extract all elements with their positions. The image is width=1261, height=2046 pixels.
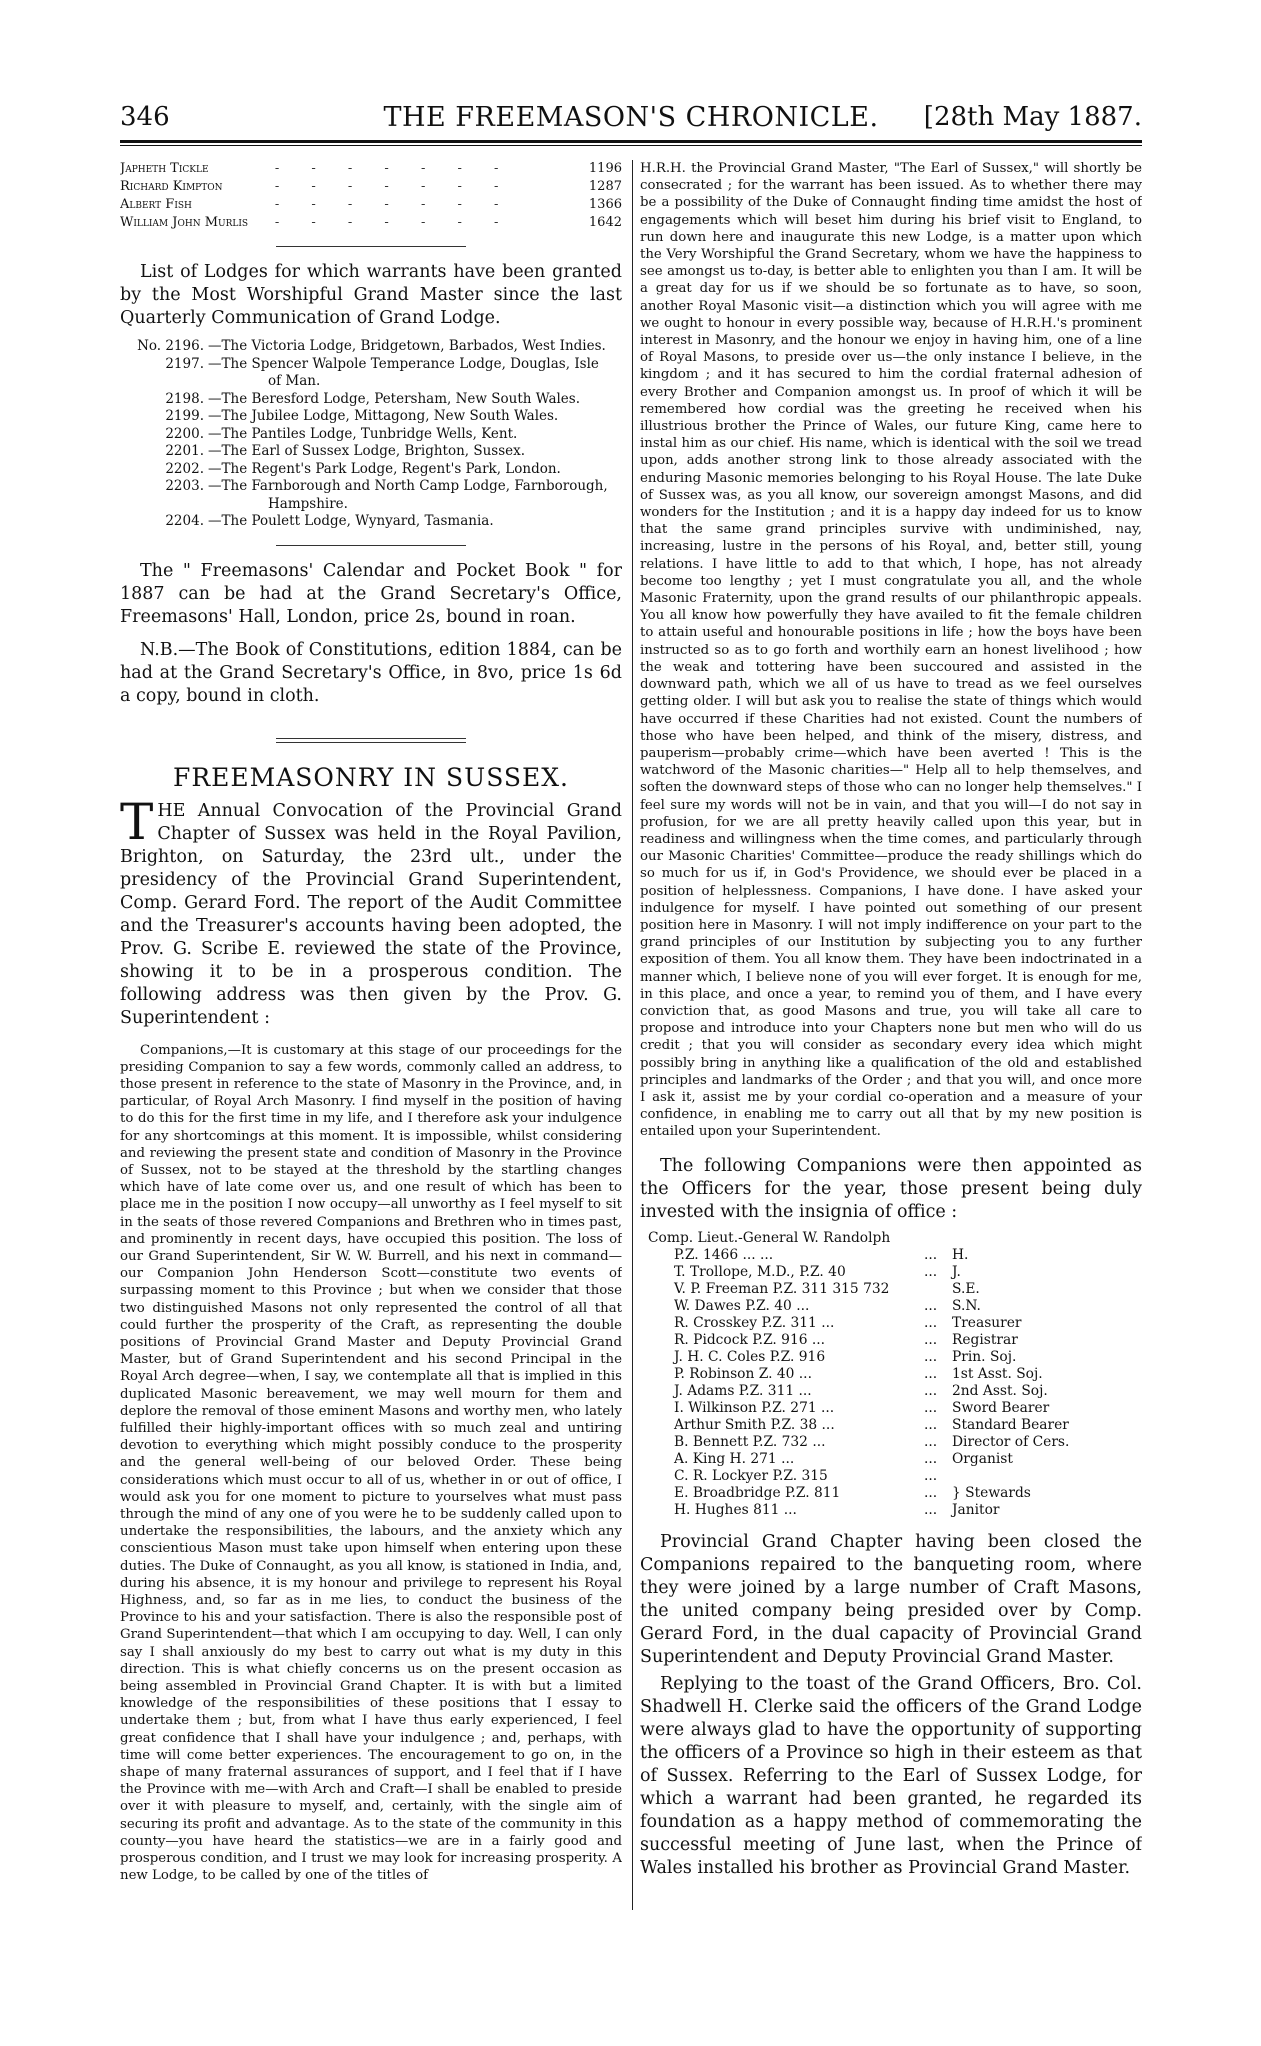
left-column bbox=[120, 160, 622, 1912]
lodge-text bbox=[208, 391, 622, 409]
header-rule bbox=[120, 140, 1142, 143]
officer-name: J. Adams P.Z. 311 ... bbox=[674, 1382, 812, 1399]
issue-date: [28th May 1887. bbox=[923, 102, 1142, 132]
officer-office: Sword Bearer bbox=[952, 1399, 1050, 1416]
officer-name: V. P. Freeman P.Z. 311 315 732 bbox=[674, 1280, 890, 1297]
reply-paragraph: Replying to the toast of the Grand Officers, Bro. Col. Shadwell H. Clerke said the officers of the Grand Lodge were always glad to have the opportunity of supporting the officers of a Province so high in their esteem as that of Sussex. Referring to the Earl of Sussex Lodge, for which a warrant had been granted, he regarded its foundation as a happy method of commemorating the successful meeting of June last, when the Prince of Wales installed his brother as Provincial Grand Master. bbox=[640, 1673, 1142, 1878]
article-intro bbox=[120, 792, 622, 1030]
article-title: FREEMASONRY IN SUSSEX. bbox=[172, 762, 570, 792]
officer-office: Registrar bbox=[952, 1331, 1018, 1348]
list-item bbox=[640, 1247, 1142, 1264]
lodge-item bbox=[120, 478, 622, 513]
leader-dots: ... bbox=[924, 1382, 938, 1399]
list-item bbox=[640, 1332, 1142, 1349]
lodge-name: —The Regent's Park Lodge, Regent's Park, London. bbox=[208, 460, 561, 477]
section-double-rule bbox=[276, 738, 466, 743]
officer-name: E. Broadbridge P.Z. 811 bbox=[674, 1484, 841, 1501]
lodge-item bbox=[120, 443, 622, 461]
lodge-no: 2203. bbox=[165, 478, 204, 494]
lodge-no: 2202. bbox=[165, 460, 204, 477]
leader-dots: ... bbox=[924, 1433, 938, 1450]
lodge-name: —The Beresford Lodge, Petersham, New South Wales. bbox=[208, 390, 581, 407]
lodge-number: 1366 bbox=[588, 197, 622, 212]
lodge-name: —The Victoria Lodge, Bridgetown, Barbados, West Indies. bbox=[208, 338, 606, 354]
lodge-no: 2199. bbox=[165, 408, 204, 424]
officer-office bbox=[952, 1468, 1142, 1485]
lodge-text bbox=[208, 356, 622, 391]
lodge-name-cont: of Man. bbox=[268, 373, 321, 389]
brother-name: Richard Kimpton bbox=[120, 179, 223, 194]
lodge-item bbox=[120, 461, 622, 479]
lodge-item bbox=[120, 408, 622, 426]
list-item bbox=[120, 196, 622, 214]
lodge-number: 1287 bbox=[588, 179, 622, 194]
lodge-item bbox=[120, 391, 622, 409]
lodge-text bbox=[208, 478, 622, 513]
lodge-text bbox=[208, 461, 622, 479]
leader-dots: - - - - - - - bbox=[274, 215, 513, 230]
leader-dots: ... bbox=[924, 1263, 938, 1280]
lodge-no: 2204. bbox=[165, 513, 204, 529]
brother-name: William John Murlis bbox=[120, 215, 249, 230]
officer-office: Director of Cers. bbox=[952, 1433, 1070, 1450]
officer-name: B. Bennett P.Z. 732 ... bbox=[674, 1433, 826, 1450]
list-item bbox=[120, 178, 622, 196]
list-item bbox=[120, 160, 622, 178]
lodge-no: 2197. bbox=[165, 355, 204, 372]
brother-name: Japheth Tickle bbox=[120, 161, 209, 176]
officer-name: J. H. C. Coles P.Z. 916 bbox=[674, 1348, 826, 1365]
officer-office: Standard Bearer bbox=[952, 1416, 1069, 1433]
officer-office: 2nd Asst. Soj. bbox=[952, 1382, 1048, 1399]
lodge-text bbox=[208, 513, 622, 531]
list-item bbox=[640, 1485, 1142, 1502]
officer-name: Comp. Lieut.-General W. Randolph bbox=[648, 1229, 891, 1246]
officer-name: A. King H. 271 ... bbox=[674, 1450, 795, 1467]
lodge-no: No. 2196. bbox=[137, 338, 204, 354]
calendar-notice: The " Freemasons' Calendar and Pocket Book " for 1887 can be had at the Grand Secretary's Office, Freemasons' Hall, London, price 2s, bound in roan. bbox=[120, 560, 622, 627]
officer-name: C. R. Lockyer P.Z. 315 bbox=[674, 1467, 828, 1484]
list-item bbox=[640, 1315, 1142, 1332]
leader-dots: ... bbox=[924, 1416, 938, 1433]
officer-name: H. Hughes 811 ... bbox=[674, 1501, 797, 1518]
leader-dots: ... bbox=[924, 1348, 938, 1365]
list-item bbox=[640, 1400, 1142, 1417]
lodge-no: 2201. bbox=[165, 443, 204, 459]
address-text-left: Companions,—It is customary at this stage of our proceedings for the presiding Companion to say a few words, commonly called an address, to those present in reference to the state of Masonry in the Province, and, in particular, of Royal Arch Masonry. I find myself in the position of having to do this for the first time in my life, and I therefore ask your indulgence for any shortcomings at this moment. It is impossible, whilst considering and reviewing the present state and condition of Masonry in the Province of Sussex, not to be stayed at the threshold by the startling changes which have of late come over us, and one result of which has been to place me in the position I now occupy—all unworthy as I feel myself to sit in the seats of those revered Companions and Brethren who in times past, and prominently in recent days, have occupied this position. The loss of our Grand Superintendent, Sir W. W. Burrell, and his next in command—our Companion John Henderson Scott—constitute two events of surpassing moment to this Province ; but when we consider that those two distinguished Masons not only represented the control of all that could further the prosperity of the Craft, as representing the double positions of Provincial Grand Master and Deputy Provincial Grand Master, but of Grand Superintendent and his second Principal in the Royal Arch degree—when, I say, we contemplate all that is implied in this duplicated Masonic bereavement, we may well mourn for them and deplore the removal of those eminent Masons and worthy men, who lately fulfilled their highly-important offices with so much zeal and untiring devotion to everything which might possibly conduce to the prosperity and the general well-being of our beloved Order. These being considerations which must occur to all of us, whether in or out of office, I would ask you for one moment to picture to yourselves what must pass through the mind of any one of you were he to be suddenly called upon to undertake the responsibilities, the labours, and the anxiety which any conscientious Mason must take upon himself when entering upon these duties. The Duke of Connaught, as you all know, is stationed in India, and, during his absence, it is my honour and privilege to represent his Royal Highness, and, so far as in me lies, to conduct the business of the Province to his and your satisfaction. There is also the responsible post of Grand Superintendent—that which I am occupying to day. Well, I can only say I shall anxiously do my best to carry out what is my duty in this direction. This is what chiefly concerns us on the present occasion as being assembled in Provincial Grand Chapter. It is with but a limited knowledge of the responsibilities of these positions that I essay to undertake them ; but, from what I have thus early experienced, I feel great confidence that I shall have your indulgence ; and, perhaps, with time will come better experiences. The encouragement to go on, in the shape of many fraternal assurances of support, and I feel that if I have the Province with me—with Arch and Craft—I shall be enabled to preside over it with pleasure to myself, and, certainly, with the single aim of securing its profit and advantage. As to the state of the community in this county—you have heard the statistics—we are in a fairly good and prosperous condition, and I trust we may look for increasing prosperity. A new Lodge, to be called by one of the titles of bbox=[120, 1042, 622, 1884]
lodge-name: —The Farnborough and North Camp Lodge, Farnborough, bbox=[208, 478, 608, 494]
section-rule bbox=[276, 246, 466, 247]
leader-dots: ... bbox=[924, 1501, 938, 1518]
lodge-text bbox=[208, 443, 622, 461]
officers-list bbox=[640, 1230, 1142, 1519]
brethren-list bbox=[120, 160, 622, 232]
list-item bbox=[640, 1281, 1142, 1298]
page-number: 346 bbox=[120, 102, 170, 132]
lodge-name: —The Earl of Sussex Lodge, Brighton, Sussex. bbox=[208, 443, 526, 459]
lodge-no: 2200. bbox=[165, 425, 204, 442]
closing-paragraph: Provincial Grand Chapter having been closed the Companions repaired to the banqueting room, where they were joined by a large number of Craft Masons, the united company being presided over by Comp. Gerard Ford, in the dual capacity of Provincial Grand Superintendent and Deputy Provincial Grand Master. bbox=[640, 1531, 1142, 1667]
leader-dots: ... bbox=[924, 1467, 938, 1484]
leader-dots: - - - - - - - bbox=[274, 179, 513, 194]
list-item bbox=[120, 214, 622, 232]
publication-title: THE FREEMASON'S CHRONICLE. bbox=[383, 102, 879, 133]
officer-name: T. Trollope, M.D., P.Z. 40 bbox=[674, 1263, 846, 1280]
lodge-name-cont: Hampshire. bbox=[268, 495, 348, 512]
lodge-text bbox=[208, 408, 622, 426]
officer-name: P. Robinson Z. 40 ... bbox=[674, 1365, 812, 1382]
drop-cap: T bbox=[120, 792, 154, 851]
lodge-text bbox=[208, 426, 622, 444]
lodge-name: —The Poulett Lodge, Wynyard, Tasmania. bbox=[208, 513, 494, 529]
list-item bbox=[640, 1298, 1142, 1315]
officer-name: R. Pidcock P.Z. 916 ... bbox=[674, 1331, 826, 1348]
running-header bbox=[120, 102, 1142, 136]
lodge-text bbox=[208, 338, 622, 356]
lodge-name: —The Pantiles Lodge, Tunbridge Wells, Kent. bbox=[208, 425, 518, 442]
officer-office: 1st Asst. Soj. bbox=[952, 1365, 1043, 1382]
leader-dots: ... bbox=[924, 1365, 938, 1382]
leader-dots bbox=[924, 1281, 952, 1298]
officer-name: R. Crosskey P.Z. 311 ... bbox=[674, 1314, 835, 1331]
officers-intro: The following Companions were then appointed as the Officers for the year, those present being duly invested with the insignia of office : bbox=[640, 1155, 1142, 1222]
leader-dots: ... bbox=[924, 1246, 938, 1263]
right-column bbox=[640, 160, 1142, 1912]
constitutions-notice: N.B.—The Book of Constitutions, edition 1884, can be had at the Grand Secretary's Office, in 8vo, price 1s 6d a copy, bound in cloth. bbox=[120, 639, 622, 706]
lodge-no: 2198. bbox=[165, 390, 204, 407]
article-intro-text: HE Annual Convocation of the Provincial Grand Chapter of Sussex was held in the Royal Pavilion, Brighton, on Saturday, the 23rd ult., under the presidency of the Provincial Grand Superintendent, Comp. Gerard Ford. The report of the Audit Committee and the Treasurer's accounts having been adopted, the Prov. G. Scribe E. reviewed the state of the Province, showing it to be in a prosperous condition. The following address was then given by the Prov. G. Superintendent : bbox=[120, 800, 622, 1028]
list-item bbox=[640, 1349, 1142, 1366]
officer-office: H. bbox=[952, 1246, 969, 1263]
lodge-item bbox=[120, 426, 622, 444]
officer-office: S.N. bbox=[952, 1297, 981, 1314]
officer-name: I. Wilkinson P.Z. 271 ... bbox=[674, 1399, 835, 1416]
column-divider bbox=[632, 160, 633, 1910]
list-item bbox=[640, 1434, 1142, 1451]
lodge-list bbox=[120, 338, 622, 531]
lodge-item bbox=[120, 513, 622, 531]
officer-office: } Stewards bbox=[952, 1484, 1031, 1501]
address-text-right: H.R.H. the Provincial Grand Master, "The Earl of Sussex," will shortly be consecrated ; for the warrant has been issued. As to whether there may be a possibility of the Duke of Connaught finding time amidst the host of engagements which will beset him during his brief visit to England, to run down here and inaugurate this new Lodge, is a matter upon which the Very Worshipful the Grand Secretary, whom we have the happiness to see amongst us to-day, is better able to enlighten you than I am. It will be a great day for us if we should be so fortunate as to have, so soon, another Royal Masonic visit—a distinction which you will agree with me we ought to honour in every possible way, because of H.R.H.'s prominent interest in Masonry, and the honour we enjoy in having him, one of a line of Royal Masons, to preside over us—the only instance I believe, in the kingdom ; and it has secured to him the cordial fraternal adhesion of every Brother and Companion amongst us. In proof of which it will be remembered how cordial was the greeting he received when his illustrious brother the Prince of Wales, our future King, came here to instal him as our chief. His name, which is identical with the soil we tread upon, adds another strong link to those already associated with the enduring Masonic memories belonging to his Royal House. The late Duke of Sussex was, as you all know, our sovereign amongst Masons, and did wonders for the Institution ; and it is a happy day indeed for us to know that the same grand principles survive with undiminished, nay, increasing, lustre in the persons of his Royal, and, better still, young relations. I have little to add to that which, I hope, has not already become too lengthy ; yet I must congratulate you all, and the whole Masonic Fraternity, upon the grand results of our philanthropic appeals. You all know how powerfully they have availed to fit the female children to attain useful and honourable positions in life ; how the boys have been instructed so as to go forth and worthily earn an honest livelihood ; how the weak and tottering have been succoured and assisted in the downward path, which we all of us have to tread as we feel ourselves getting older. I will but ask you to realise the state of things which would have occurred if these Charities had not existed. Count the numbers of those who have been helped, and think of the misery, distress, and pauperism—probably crime—which have been averted ! This is the watchword of the Masonic charities—" Help all to help themselves, and soften the downward steps of those who can no longer help themselves." I feel sure my words will not be in vain, and that you will—I do not say in profusion, for we are all pretty heavily called upon this year, but in readiness and willingness when the time comes, and particularly through our Masonic Charities' Committee—produce the ready shillings which do so much for us if, in God's Providence, we should ever be placed in a position of helplessness. Companions, I have done. I have asked your indulgence for myself. I have pointed out something of our present position here in Masonry. I will not imply indifference on your part to the grand principles of our Institution by subjecting you to any further exposition of them. You all know them. They have been indoctrinated in a manner which, I believe none of you will ever forget. It is enough for me, in this place, and once a year, to remind you of them, and I have every conviction that, as good Masons and true, you will take all care to propose and introduce into your Chapters none but men who will do us credit ; that you will consider as secondary every idea which might possibly bring in anything like a qualification of the old and established principles and landmarks of the Order ; and that you will, and once more I ask it, assist me by your cordial co-operation and a measure of your confidence, in enabling me to carry out all that by my new position is entailed upon your Superintendent. bbox=[640, 161, 1142, 1140]
warrants-intro: List of Lodges for which warrants have been granted by the Most Worshipful Grand Master since the last Quarterly Communication of Grand Lodge. bbox=[120, 262, 622, 328]
leader-dots: ... bbox=[924, 1314, 938, 1331]
leader-dots: ... bbox=[924, 1331, 938, 1348]
leader-dots: ... bbox=[924, 1484, 938, 1501]
officer-name: W. Dawes P.Z. 40 ... bbox=[674, 1297, 810, 1314]
leader-dots: - - - - - - - bbox=[274, 197, 513, 212]
lodge-item bbox=[120, 338, 622, 356]
officer-office: S.E. bbox=[952, 1280, 980, 1297]
officer-name: Arthur Smith P.Z. 38 ... bbox=[674, 1416, 835, 1433]
list-item bbox=[640, 1451, 1142, 1468]
list-item bbox=[640, 1502, 1142, 1519]
list-item bbox=[640, 1383, 1142, 1400]
officer-office: Organist bbox=[952, 1450, 1013, 1467]
section-rule bbox=[276, 545, 466, 546]
lodge-name: —The Spencer Walpole Temperance Lodge, Douglas, Isle bbox=[208, 355, 599, 372]
leader-dots: ... bbox=[924, 1399, 938, 1416]
lodge-number: 1196 bbox=[588, 161, 622, 176]
officer-office: Prin. Soj. bbox=[952, 1348, 1017, 1365]
list-item bbox=[640, 1230, 1142, 1247]
officer-name: P.Z. 1466 ... ... bbox=[674, 1246, 774, 1263]
lodge-item bbox=[120, 356, 622, 391]
brother-name: Albert Fish bbox=[120, 197, 192, 212]
leader-dots: - - - - - - - bbox=[274, 161, 513, 176]
lodge-number: 1642 bbox=[588, 215, 622, 230]
officer-office: J. bbox=[952, 1263, 961, 1280]
officer-office: Treasurer bbox=[952, 1314, 1022, 1331]
list-item bbox=[640, 1468, 1142, 1485]
list-item bbox=[640, 1264, 1142, 1281]
leader-dots: ... bbox=[924, 1450, 938, 1467]
officer-office: Janitor bbox=[952, 1501, 1000, 1518]
leader-dots: ... bbox=[924, 1297, 938, 1314]
header-rule-thin bbox=[120, 145, 1142, 146]
list-item bbox=[640, 1366, 1142, 1383]
lodge-name: —The Jubilee Lodge, Mittagong, New South Wales. bbox=[208, 408, 559, 424]
list-item bbox=[640, 1417, 1142, 1434]
